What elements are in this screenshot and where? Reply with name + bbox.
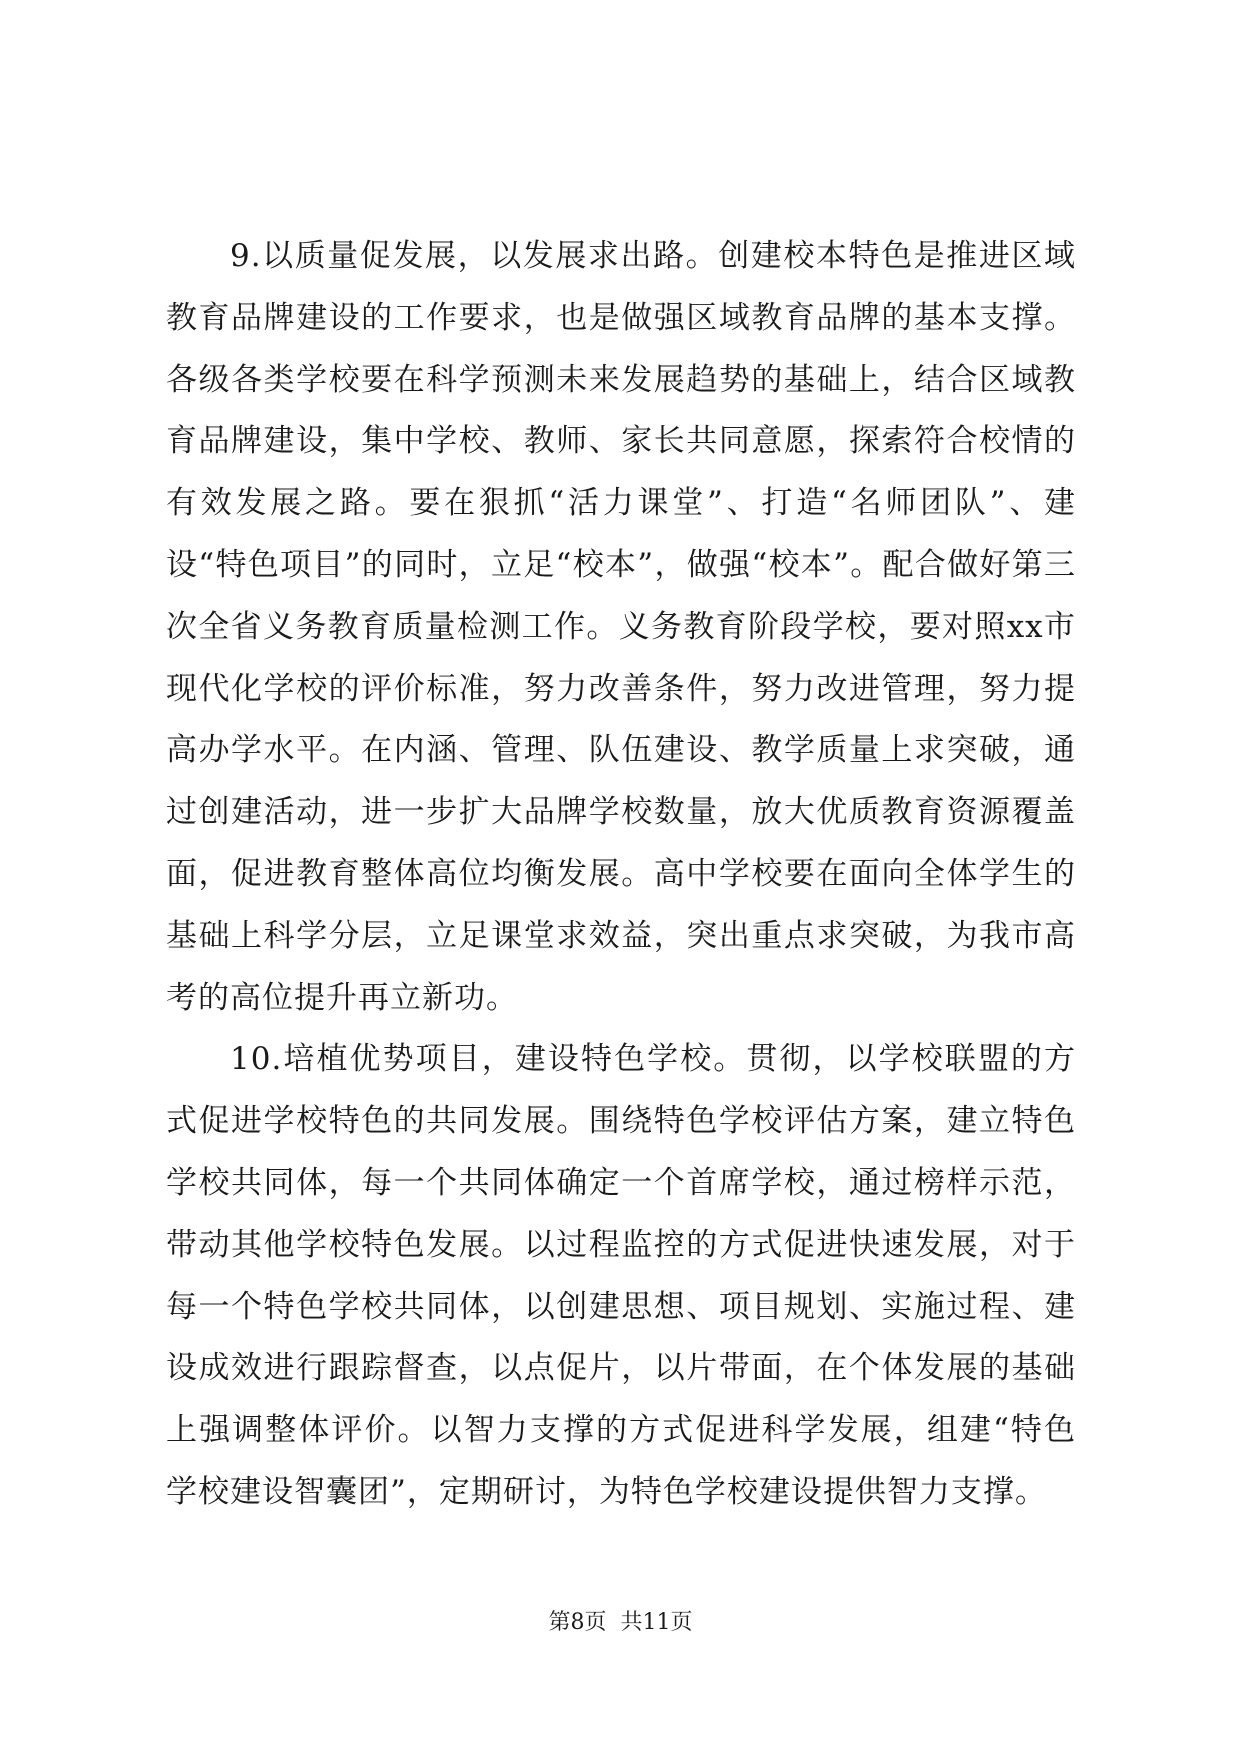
- paragraph-10: 10.培植优势项目，建设特色学校。贯彻，以学校联盟的方式促进学校特色的共同发展。围绕特色学校评估方案，建立特色学校共同体，每一个共同体确定一个首席学校，通过榜样示范，带动其他学校特色发展。以过程监控的方式促进快速发展，对于每一个特色学校共同体，以创建思想、项目规划、实施过程、建设成效进行跟踪督查，以点促片，以片带面，在个体发展的基础上强调整体评价。以智力支撑的方式促进科学发展，组建“特色学校建设智囊团”，定期研讨，为特色学校建设提供智力支撑。: [166, 1041, 1076, 1510]
- page-total: 共11页: [620, 1610, 693, 1635]
- paragraph-9: 9.以质量促发展，以发展求出路。创建校本特色是推进区域教育品牌建设的工作要求，也是做强区域教育品牌的基本支撑。各级各类学校要在科学预测未来发展趋势的基础上，结合区域教育品牌建设，集中学校、教师、家长共同意愿，探索符合校情的有效发展之路。要在狠抓“活力课堂”、打造“名师团队”、建设“特色项目”的同时，立足“校本”，做强“校本”。配合做好第三次全省义务教育质量检测工作。义务教育阶段学校，要对照xx市现代化学校的评价标准，努力改善条件，努力改进管理，努力提高办学水平。在内涵、管理、队伍建设、教学质量上求突破，通过创建活动，进一步扩大品牌学校数量，放大优质教育资源覆盖面，促进教育整体高位均衡发展。高中学校要在面向全体学生的基础上科学分层，立足课堂求效益，突出重点求突破，为我市高考的高位提升再立新功。: [166, 238, 1076, 1016]
- page-number: 第8页: [548, 1610, 607, 1635]
- page-footer: [0, 1608, 1241, 1638]
- document-body: [166, 226, 1076, 1524]
